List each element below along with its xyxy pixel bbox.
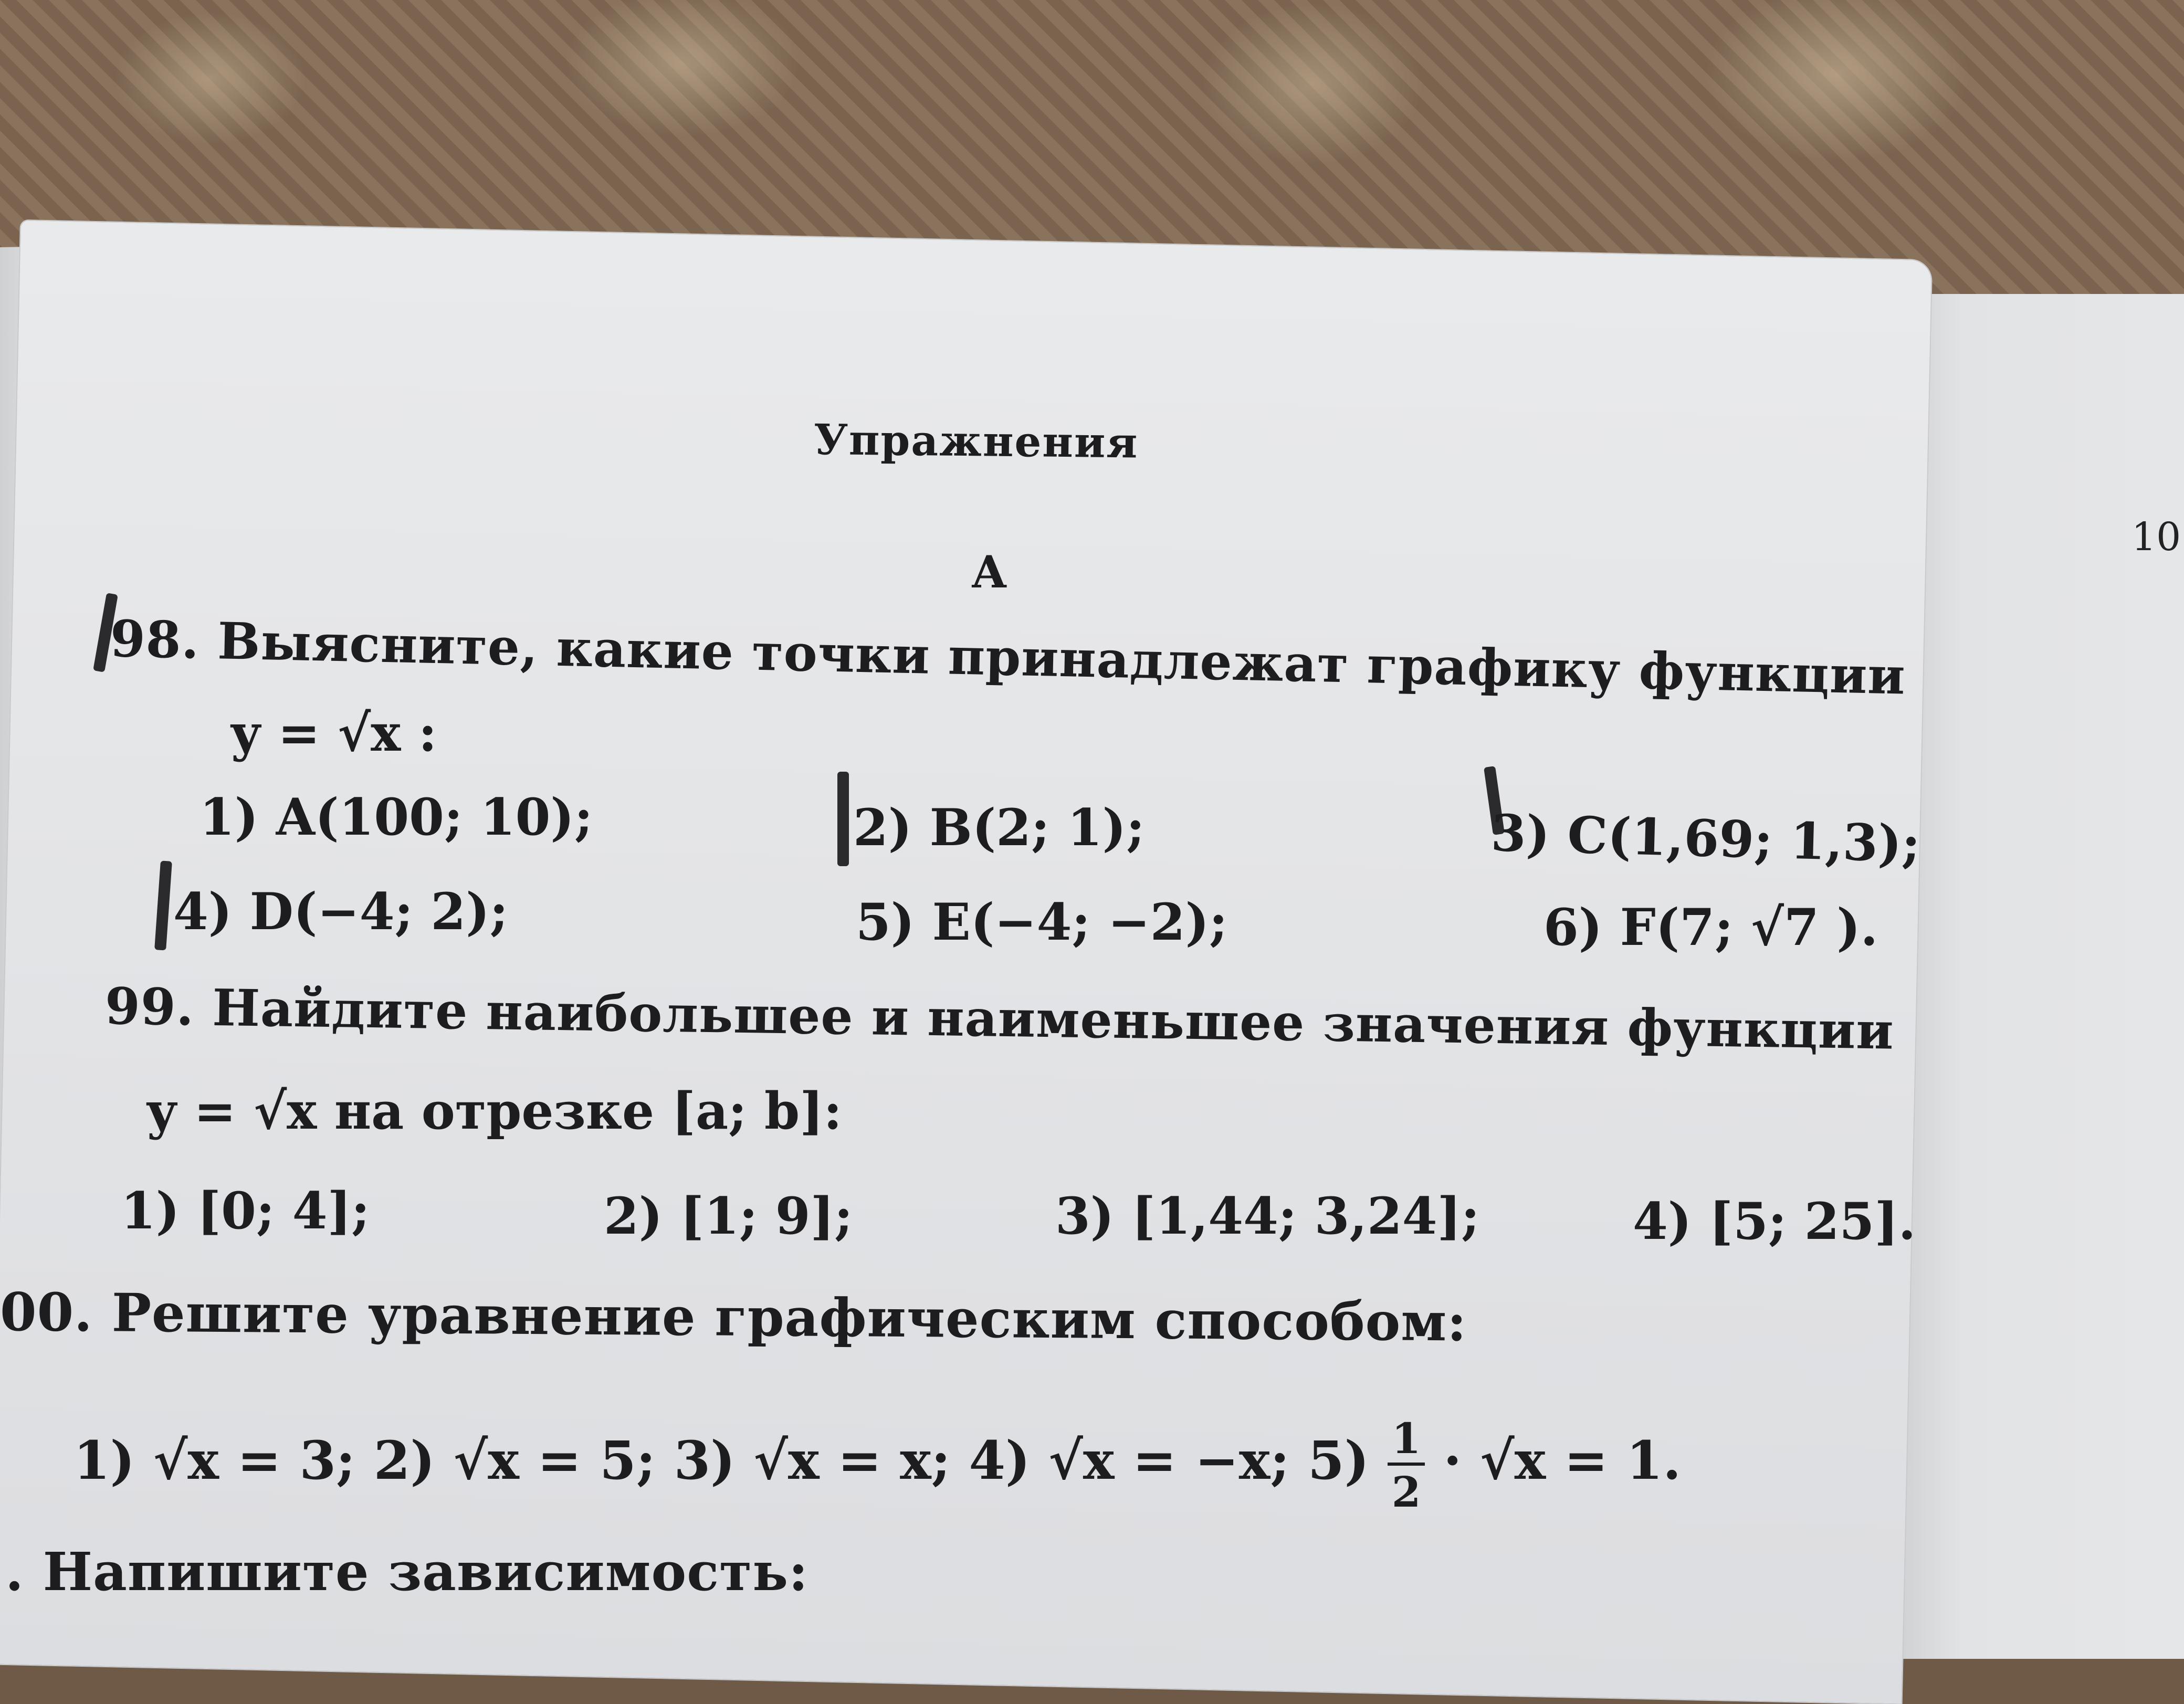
exercise-98-text: Выясните, какие точки принадлежат графику функции: [217, 611, 1906, 706]
exercise-99-item-1: 1) [0; 4];: [121, 1181, 370, 1240]
exercise-100-items: [74, 1414, 1682, 1517]
exercise-99-number: 99.: [104, 976, 195, 1037]
exercise-99-header: [104, 976, 1894, 1061]
exercise-98-item-6: 6) F(7; √7 ).: [1544, 898, 1878, 957]
exercise-99-item-4: 4) [5; 25].: [1633, 1192, 1916, 1251]
fraction-one-half: [1388, 1414, 1425, 1517]
exercise-101-text: Напишите зависимость:: [43, 1541, 808, 1603]
exercise-101-number: .: [5, 1541, 24, 1603]
exercise-100-item-1: 1) √x = 3;: [74, 1429, 355, 1491]
exercise-98-header: [110, 609, 1906, 706]
exercise-100-text: Решите уравнение графическим способом:: [111, 1281, 1467, 1353]
exercise-99-text: Найдите наибольшее и наименьшее значения функции: [212, 977, 1895, 1061]
right-page-number: 10: [2132, 514, 2181, 560]
section-title: Упражнения: [813, 415, 1139, 468]
pen-mark: [837, 772, 849, 866]
exercise-98-formula: y = √x :: [231, 703, 437, 763]
exercise-101-header: [5, 1541, 808, 1603]
fraction-denominator: 2: [1391, 1467, 1421, 1517]
exercise-99-item-2: 2) [1; 9];: [604, 1186, 853, 1246]
exercise-99-formula: y = √x на отрезке [a; b]:: [147, 1081, 842, 1141]
section-level: А: [971, 546, 1007, 598]
exercise-100-item-3: 3) √x = x;: [674, 1429, 951, 1491]
exercise-98-item-1: 1) A(100; 10);: [200, 787, 593, 847]
exercise-100-item-5-rest: · √x = 1.: [1443, 1429, 1682, 1491]
exercise-98-item-3: 3) C(1,69; 1,3);: [1490, 803, 1922, 874]
exercise-99-item-3: 3) [1,44; 3,24];: [1055, 1186, 1480, 1246]
exercise-100-item-4: 4) √x = −x;: [969, 1429, 1290, 1491]
exercise-98-number: 98.: [109, 609, 201, 670]
exercise-100-item-2: 2) √x = 5;: [373, 1429, 656, 1491]
pen-mark: [154, 860, 172, 950]
exercise-100-number: 00.: [0, 1281, 93, 1344]
exercise-100-item-5: 5): [1308, 1429, 1369, 1491]
exercise-98-item-4: 4) D(−4; 2);: [173, 882, 509, 941]
exercise-98-item-5: 5) E(−4; −2);: [856, 892, 1228, 952]
fraction-numerator: 1: [1388, 1417, 1425, 1466]
exercise-98-item-2: 2) B(2; 1);: [853, 798, 1145, 857]
exercise-100-header: [0, 1281, 1467, 1353]
